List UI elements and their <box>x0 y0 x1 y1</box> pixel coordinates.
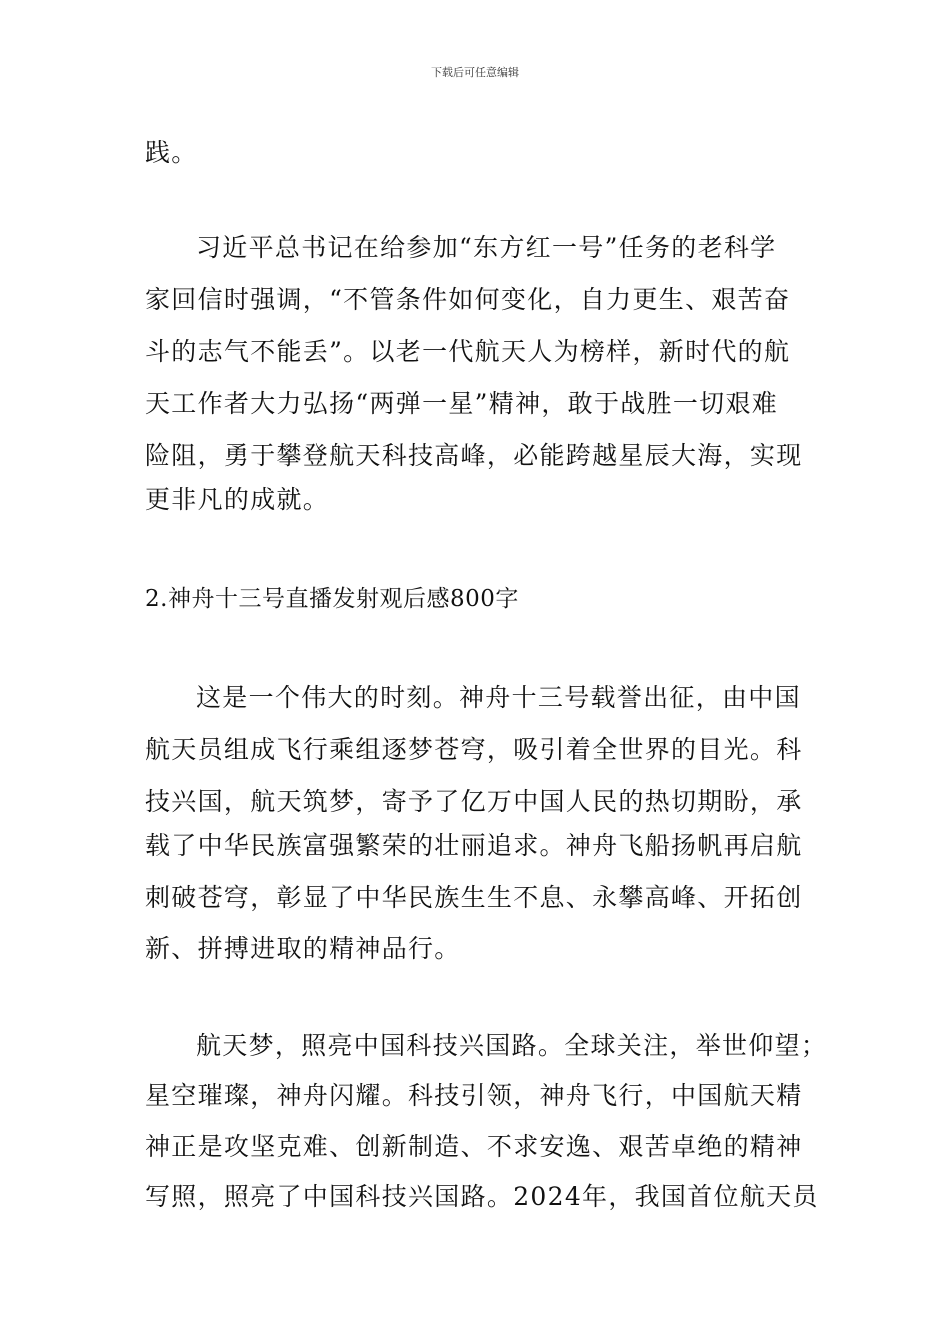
paragraph-line: 写照，照亮了中国科技兴国路。2024年，我国首位航天员 <box>145 1182 819 1211</box>
paragraph-line: 星空璀璨，神舟闪耀。科技引领，神舟飞行，中国航天精 <box>145 1081 803 1110</box>
paragraph-line: 天工作者大力弘扬“两弹一星”精神，敢于战胜一切艰难 <box>145 389 779 418</box>
page-header: 下载后可任意编辑 <box>431 66 519 79</box>
paragraph-line: 航天员组成飞行乘组逐梦苍穹，吸引着全世界的目光。科 <box>145 735 803 764</box>
paragraph-line: 更非凡的成就。 <box>145 485 330 514</box>
paragraph-line: 新、拼搏进取的精神品行。 <box>145 934 461 963</box>
paragraph-line: 航天梦，照亮中国科技兴国路。全球关注，举世仰望； <box>196 1031 828 1060</box>
section-heading: 2.神舟十三号直播发射观后感800字 <box>145 586 519 612</box>
paragraph-line: 习近平总书记在给参加“东方红一号”任务的老科学 <box>196 233 777 262</box>
paragraph-line: 技兴国，航天筑梦，寄予了亿万中国人民的热切期盼，承 <box>145 787 803 816</box>
paragraph-line: 斗的志气不能丢”。以老一代航天人为榜样，新时代的航 <box>145 337 791 366</box>
paragraph-line: 刺破苍穹，彰显了中华民族生生不息、永攀高峰、开拓创 <box>145 883 803 912</box>
paragraph-line: 险阻，勇于攀登航天科技高峰，必能跨越星辰大海，实现 <box>145 441 803 470</box>
paragraph-line: 家回信时强调，“不管条件如何变化，自力更生、艰苦奋 <box>145 285 791 314</box>
paragraph-line: 践。 <box>145 138 198 167</box>
paragraph-line: 这是一个伟大的时刻。神舟十三号载誉出征，由中国 <box>196 683 801 712</box>
paragraph-line: 神正是攻坚克难、创新制造、不求安逸、艰苦卓绝的精神 <box>145 1132 803 1161</box>
paragraph-line: 载了中华民族富强繁荣的壮丽追求。神舟飞船扬帆再启航 <box>145 831 803 860</box>
